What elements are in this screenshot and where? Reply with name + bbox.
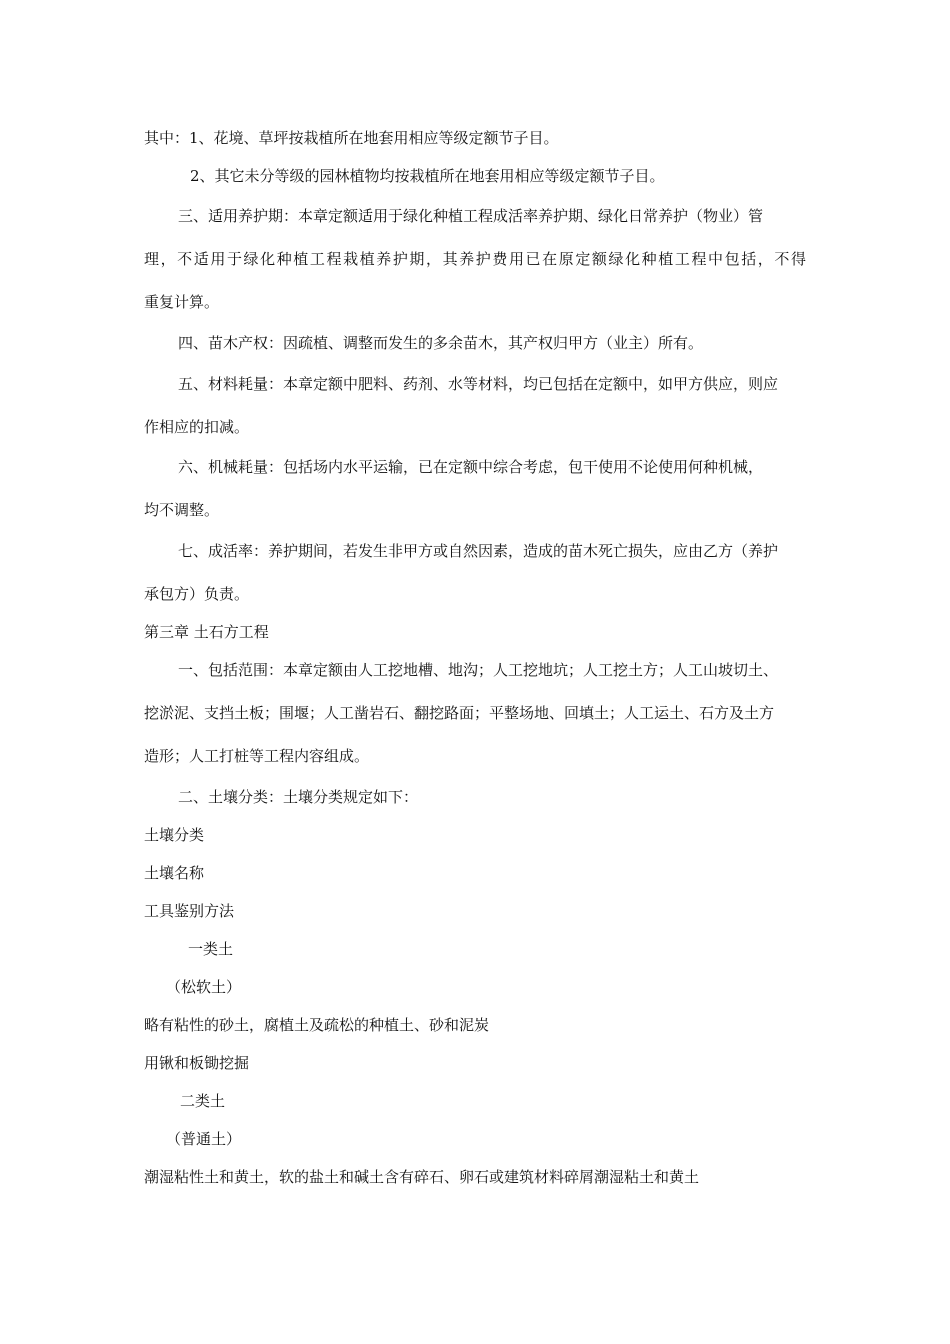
paragraph-scope-line3: 造形；人工打桩等工程内容组成。 xyxy=(144,747,370,765)
paragraph-seedling-ownership: 四、苗木产权：因疏植、调整而发生的多余苗木，其产权归甲方（业主）所有。 xyxy=(178,334,704,352)
chapter-heading: 第三章 土石方工程 xyxy=(144,623,269,641)
soil-class-1-type: （松软土） xyxy=(166,978,242,996)
paragraph-maintenance-period-line1: 三、适用养护期：本章定额适用于绿化种植工程成活率养护期、绿化日常养护（物业）管 xyxy=(178,207,764,225)
paragraph-maintenance-period-line2: 理，不适用于绿化种植工程栽植养护期，其养护费用已在原定额绿化种植工程中包括，不得 xyxy=(144,250,806,268)
soil-class-1-description: 略有粘性的砂土，腐植土及疏松的种植土、砂和泥炭 xyxy=(144,1016,490,1034)
table-header-soil-class: 土壤分类 xyxy=(144,826,205,844)
paragraph-material-consumption-line2: 作相应的扣减。 xyxy=(144,418,250,436)
paragraph-material-consumption-line1: 五、材料耗量：本章定额中肥料、药剂、水等材料，均已包括在定额中，如甲方供应，则应 xyxy=(178,375,779,393)
table-header-tool-method: 工具鉴别方法 xyxy=(144,902,235,920)
paragraph-survival-rate-line1: 七、成活率：养护期间，若发生非甲方或自然因素，造成的苗木死亡损失，应由乙方（养护 xyxy=(178,542,779,560)
soil-class-1: 一类土 xyxy=(188,940,234,958)
paragraph-note-2: 2、其它未分等级的园林植物均按栽植所在地套用相应等级定额节子目。 xyxy=(190,167,665,185)
table-header-soil-name: 土壤名称 xyxy=(144,864,205,882)
paragraph-scope-line1: 一、包括范围：本章定额由人工挖地槽、地沟；人工挖地坑；人工挖土方；人工山坡切土、 xyxy=(178,661,779,679)
soil-class-1-tool: 用锹和板锄挖掘 xyxy=(144,1054,250,1072)
paragraph-soil-classification: 二、土壤分类：土壤分类规定如下： xyxy=(178,788,419,806)
soil-class-2-description: 潮湿粘性土和黄土，软的盐土和碱土含有碎石、卵石或建筑材料碎屑潮湿粘土和黄土 xyxy=(144,1168,700,1186)
paragraph-survival-rate-line2: 承包方）负责。 xyxy=(144,585,250,603)
paragraph-note-1: 其中：1、花境、草坪按栽植所在地套用相应等级定额节子目。 xyxy=(144,129,559,147)
soil-class-2: 二类土 xyxy=(180,1092,226,1110)
paragraph-machinery-consumption-line2: 均不调整。 xyxy=(144,501,220,519)
paragraph-machinery-consumption-line1: 六、机械耗量：包括场内水平运输，已在定额中综合考虑，包干使用不论使用何种机械， xyxy=(178,458,764,476)
soil-class-2-type: （普通土） xyxy=(166,1130,242,1148)
paragraph-scope-line2: 挖淤泥、支挡土板；围堰；人工凿岩石、翻挖路面；平整场地、回填土；人工运土、石方及土方 xyxy=(144,704,775,722)
paragraph-maintenance-period-line3: 重复计算。 xyxy=(144,293,220,311)
